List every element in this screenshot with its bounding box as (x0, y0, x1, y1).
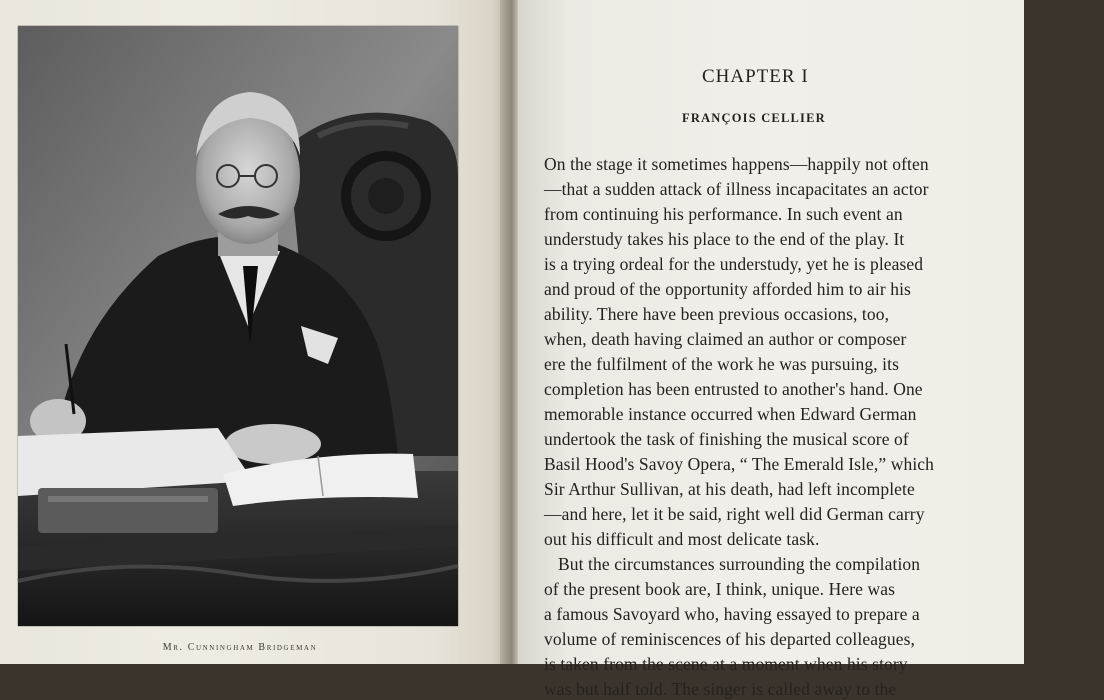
text-line: ability. There have been previous occasions, too, (544, 304, 890, 324)
text-line: is taken from the scene at a moment when his story (544, 654, 908, 674)
page-text-block (544, 0, 1104, 699)
text-line: memorable instance occurred when Edward German (544, 404, 917, 424)
text-line: is a trying ordeal for the understudy, yet he is pleased (544, 254, 924, 274)
left-page (0, 0, 512, 664)
photo-caption: Mr. Cunningham Bridgeman (162, 642, 318, 653)
text-line: On the stage it sometimes happens—happily not often (544, 154, 929, 174)
text-line: of the present book are, I think, unique. Here was (544, 579, 896, 599)
text-line: —and here, let it be said, right well did German carry (544, 504, 925, 524)
text-line: —that a sudden attack of illness incapacitates an actor (544, 179, 929, 199)
text-line: from continuing his performance. In such event an (544, 204, 903, 224)
text-line: Basil Hood's Savoy Opera, “ The Emerald Isle,” which (544, 454, 935, 474)
right-page (518, 0, 1024, 699)
chapter-subtitle: FRANÇOIS CELLIER (682, 111, 826, 125)
text-line: ere the fulfilment of the work he was pursuing, its (544, 354, 900, 374)
text-line: undertook the task of finishing the musical score of (544, 429, 909, 449)
text-line: But the circumstances surrounding the compilation (558, 554, 921, 574)
text-line: volume of reminiscences of his departed colleagues, (544, 629, 916, 649)
text-line: completion has been entrusted to another's hand. One (544, 379, 923, 399)
portrait-illustration (18, 26, 458, 626)
text-line: when, death having claimed an author or composer (544, 329, 907, 349)
text-line: out his difficult and most delicate task. (544, 529, 820, 549)
text-line: understudy takes his place to the end of the play. It (544, 229, 905, 249)
text-line: Sir Arthur Sullivan, at his death, had left incomplete (544, 479, 915, 499)
text-line: a famous Savoyard who, having essayed to prepare a (544, 604, 920, 624)
portrait-photo (18, 26, 458, 626)
text-line: was but half told. The singer is called away to the (544, 679, 897, 699)
chapter-heading: CHAPTER I (702, 66, 809, 87)
text-line: and proud of the opportunity afforded him to air his (544, 279, 911, 299)
